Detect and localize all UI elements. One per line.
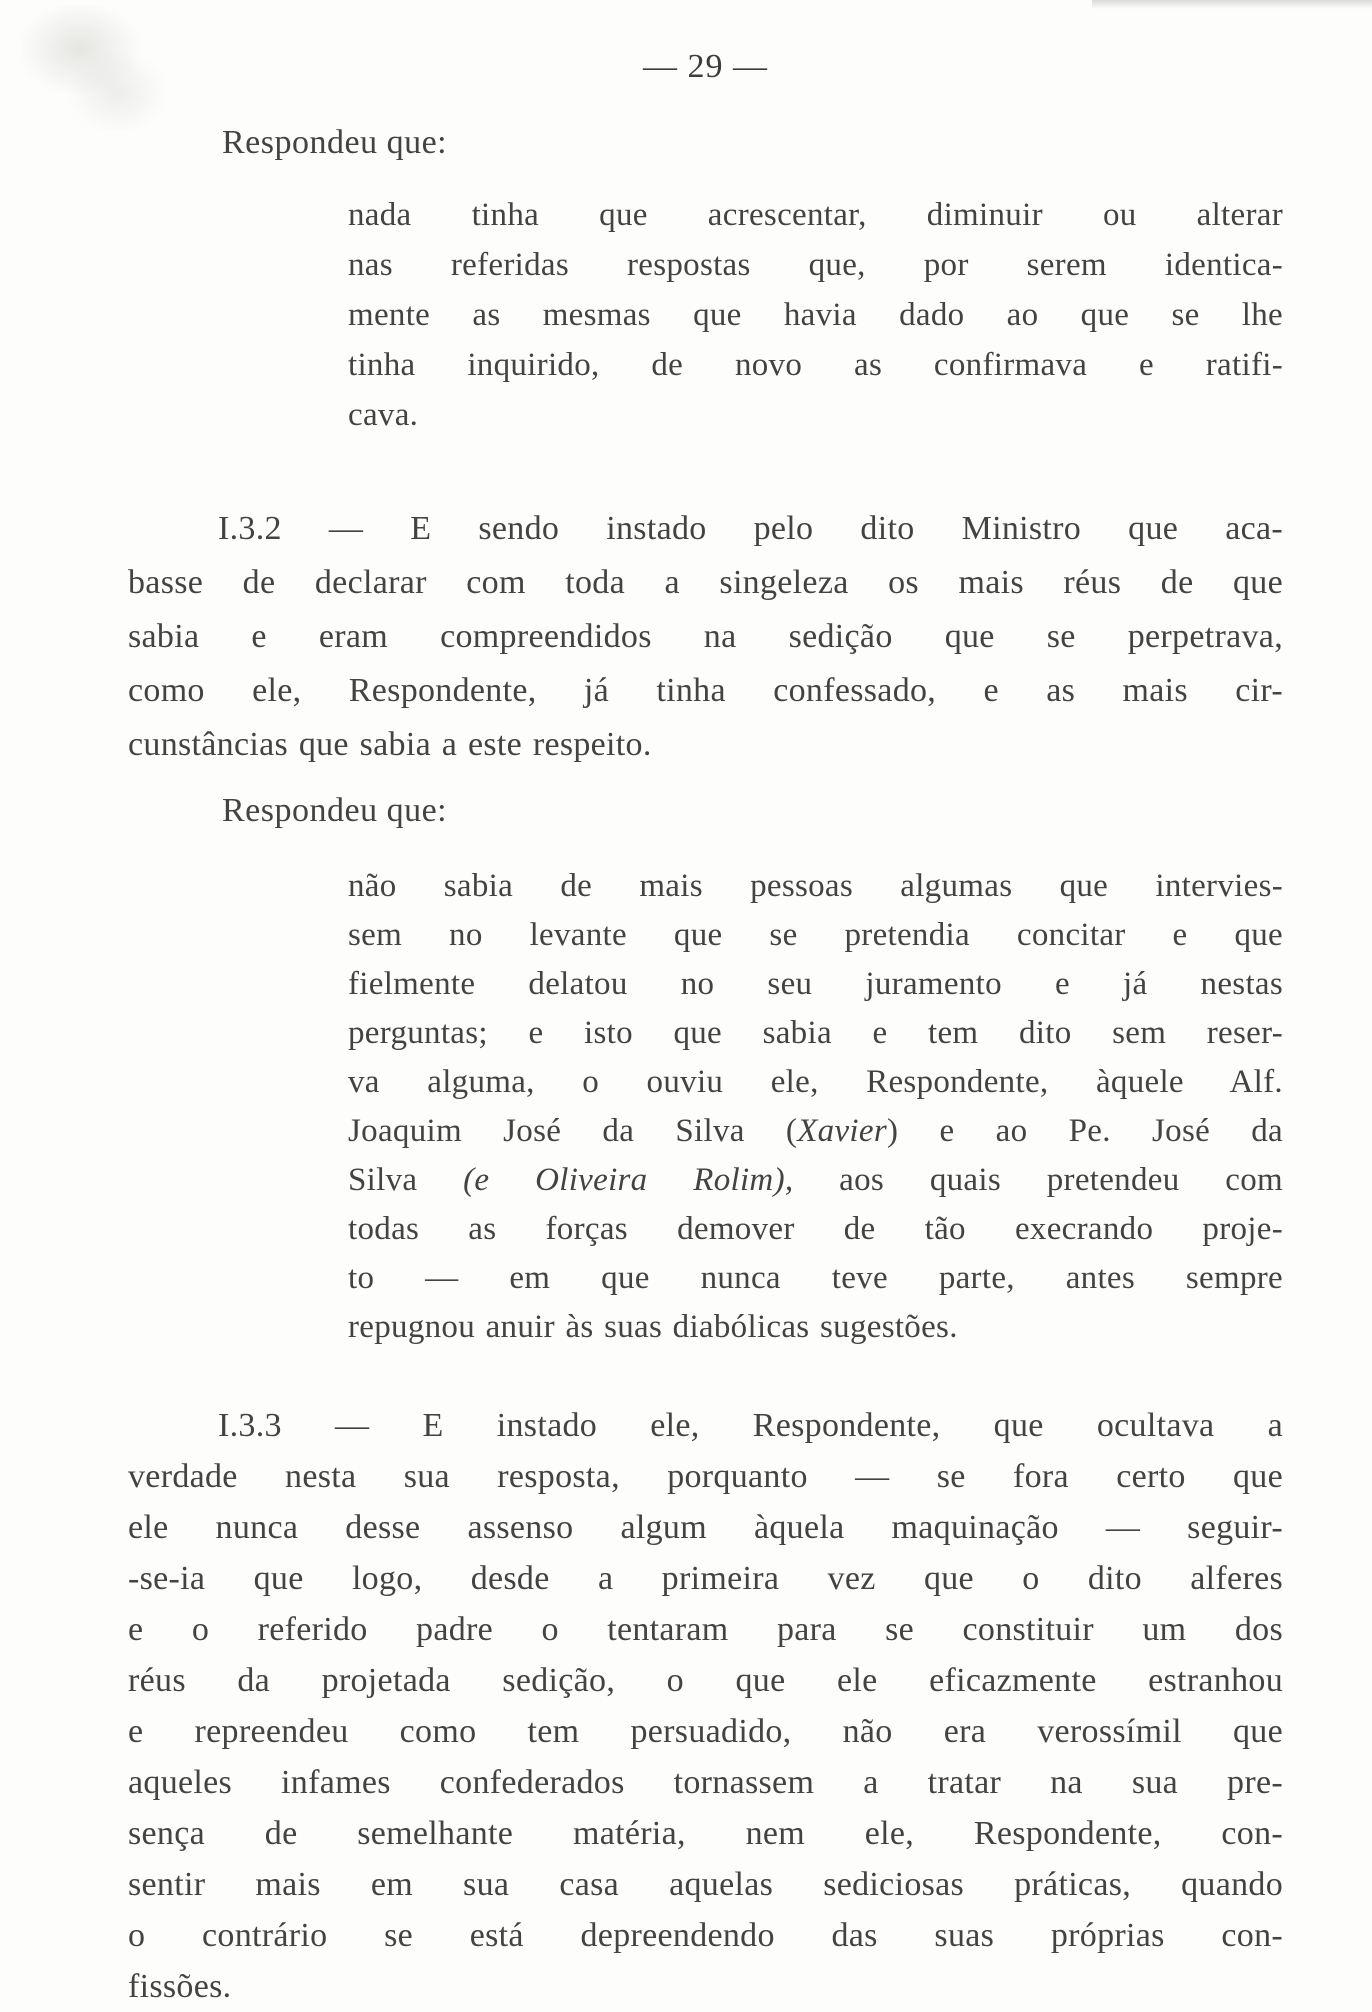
page-content xyxy=(128,0,1283,2012)
response-quote-2 xyxy=(348,862,1283,1352)
text-line: I.3.3 — E instado ele, Respondente, que ocultava a xyxy=(218,1407,1283,1444)
text-line: tinha inquirido, de novo as confirmava e ratifi- xyxy=(348,347,1283,383)
text-line: e repreendeu como tem persuadido, não era verossímil que xyxy=(128,1713,1283,1750)
text-line: I.3.2 — E sendo instado pelo dito Ministro que aca- xyxy=(218,510,1283,547)
response-heading-2: Respondeu que: xyxy=(222,792,448,829)
text-line: mente as mesmas que havia dado ao que se lhe xyxy=(348,297,1283,333)
text-line: Silva (e Oliveira Rolim), aos quais pretendeu com xyxy=(348,1162,1284,1198)
text-line: Joaquim José da Silva (Xavier) e ao Pe. José da xyxy=(348,1113,1283,1149)
text-line: réus da projetada sedição, o que ele eficazmente estranhou xyxy=(128,1662,1283,1699)
section-1-3-2-paragraph xyxy=(128,502,1283,772)
text-line: sem no levante que se pretendia concitar e que xyxy=(348,917,1283,953)
text-line: cava. xyxy=(348,397,419,433)
text-line: cunstâncias que sabia a este respeito. xyxy=(128,726,652,763)
text-line: sentir mais em sua casa aquelas sediciosas práticas, quando xyxy=(128,1866,1283,1903)
text-line: va alguma, o ouviu ele, Respondente, àquele Alf. xyxy=(348,1064,1283,1100)
response-heading-1: Respondeu que: xyxy=(222,124,448,161)
text-line: fielmente delatou no seu juramento e já nestas xyxy=(348,966,1283,1002)
text-line: nada tinha que acrescentar, diminuir ou alterar xyxy=(348,197,1283,233)
text-line: não sabia de mais pessoas algumas que intervies- xyxy=(348,868,1283,904)
text-line: como ele, Respondente, já tinha confessado, e as mais cir- xyxy=(128,672,1283,709)
text-line: sabia e eram compreendidos na sedição que se perpetrava, xyxy=(128,618,1283,655)
text-line: repugnou anuir às suas diabólicas sugestões. xyxy=(348,1309,958,1345)
section-1-3-3-paragraph xyxy=(128,1400,1283,2012)
text-line: nas referidas respostas que, por serem identica- xyxy=(348,247,1283,283)
text-line: to — em que nunca teve parte, antes sempre xyxy=(348,1260,1283,1296)
text-line: fissões. xyxy=(128,1968,232,2005)
text-line: perguntas; e isto que sabia e tem dito sem reser- xyxy=(348,1015,1283,1051)
text-line: sença de semelhante matéria, nem ele, Respondente, con- xyxy=(128,1815,1283,1852)
text-line: e o referido padre o tentaram para se constituir um dos xyxy=(128,1611,1283,1648)
text-line: todas as forças demover de tão execrando proje- xyxy=(348,1211,1283,1247)
text-line: aqueles infames confederados tornassem a tratar na sua pre- xyxy=(128,1764,1283,1801)
text-line: verdade nesta sua resposta, porquanto — se fora certo que xyxy=(128,1458,1283,1495)
page-number: — 29 — xyxy=(643,48,768,85)
text-line: o contrário se está depreendendo das suas próprias con- xyxy=(128,1917,1283,1954)
response-quote-1 xyxy=(348,190,1283,440)
text-line: -se-ia que logo, desde a primeira vez que o dito alferes xyxy=(128,1560,1283,1597)
text-line: ele nunca desse assenso algum àquela maquinação — seguir- xyxy=(128,1509,1283,1546)
text-line: basse de declarar com toda a singeleza os mais réus de que xyxy=(128,564,1283,601)
